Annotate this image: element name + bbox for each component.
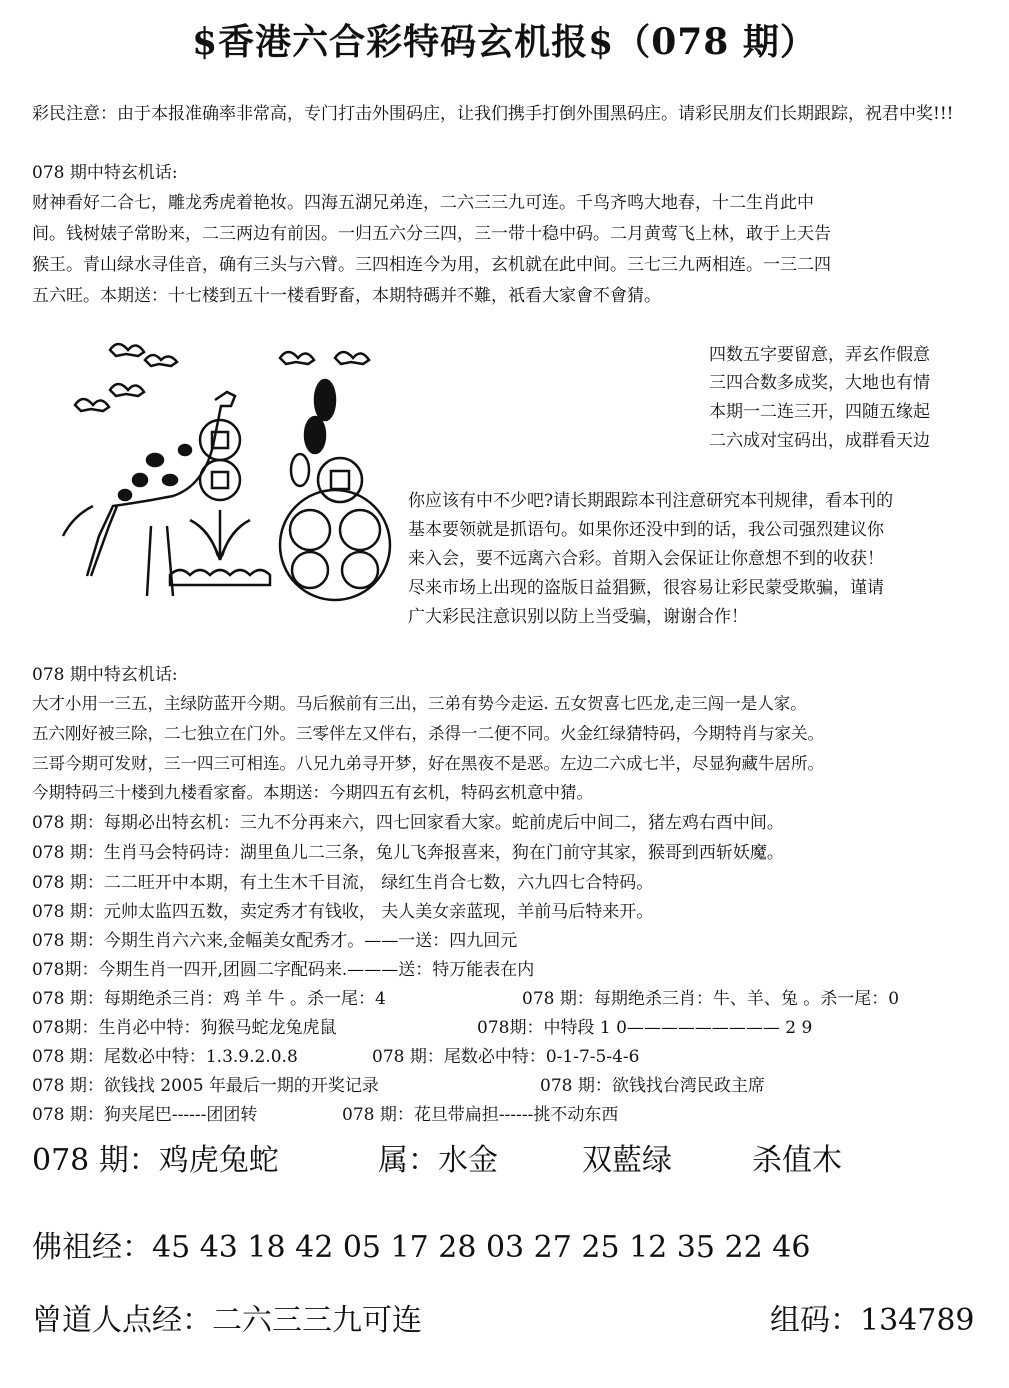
page-title: $香港六合彩特码玄机报$（078 期） (192, 21, 817, 63)
ad-line: 来入会，要不远离六合彩。首期入会保证让你意想不到的收获！ (408, 549, 884, 569)
pair-left: 078期：生肖必中特：狗猴马蛇龙兔虎鼠 (32, 1018, 337, 1038)
pair-right: 078 期：欲钱找台湾民政主席 (540, 1076, 765, 1096)
summary-color: 双藍绿 (582, 1143, 672, 1178)
poem-line: 本期一二连三开，四随五缘起 (709, 402, 930, 422)
pair-left: 078 期：每期绝杀三肖：鸡 羊 牛 。杀一尾：4 (32, 989, 386, 1009)
pair-right: 078 期：每期绝杀三肖：牛、羊、兔 。杀一尾：0 (522, 989, 900, 1009)
section1-line: 财神看好二合七，雕龙秀虎着艳妆。四海五湖兄弟连，二六三三九可连。千鸟齐鸣大地春，十二生肖此中 (32, 193, 814, 213)
pair-right: 078 期：花旦带扁担------挑不动东西 (342, 1105, 619, 1125)
ad-line: 广大彩民注意识别以防上当受骗，谢谢合作！ (408, 607, 748, 627)
bird-icon (145, 355, 177, 366)
pair-right: 078 期：尾数必中特：0-1-7-5-4-6 (372, 1047, 640, 1067)
zengdao-text: 曾道人点经：二六三三九可连 (32, 1303, 422, 1338)
poem-line: 二六成对宝码出，成群看天边 (709, 431, 930, 451)
item-line: 078 期：二二旺开中本期，有土生木千目流， 绿红生肖合七数，六九四七合特码。 (32, 873, 654, 893)
section2-line: 大才小用一三五，主绿防蓝开今期。马后猴前有三出，三弟有势今走运. 五女贺喜七匹龙,走三闯一是人家。 (32, 694, 807, 713)
poem-line: 四数五字要留意，弄玄作假意 (709, 345, 930, 365)
buddha-numbers: 佛祖经：45 43 18 42 05 17 28 03 27 25 12 35 22 46 (32, 1230, 811, 1265)
giraffe-coins-illustration (50, 330, 400, 620)
section1-line: 五六旺。本期送：十七楼到五十一楼看野畜，本期特碼并不難，祇看大家會不會猜。 (32, 286, 661, 306)
section1-line: 猴王。青山绿水寻佳音，确有三头与六臂。三四相连今为用，玄机就在此中间。三七三九两相连。一三二四 (32, 255, 831, 275)
section1-line: 间。钱树婊子常盼来，二三两边有前因。一归五六分三四，三一带十稳中码。二月黄莺飞上林，敢于上天告 (32, 224, 831, 244)
item-line: 078 期：元帅太监四五数，卖定秀才有钱收， 夫人美女亲蓝现，羊前马后特来开。 (32, 902, 654, 922)
summary-kill: 杀值木 (752, 1143, 842, 1178)
item-line: 078 期：生肖马会特码诗：湖里鱼儿二三条，兔儿飞奔报喜来，狗在门前守其家，猴哥到西斩妖魔。 (32, 843, 784, 863)
section2-line: 三哥今期可发财，三一四三可相连。八兄九弟寻开梦，好在黑夜不是恶。左边二六成七半，尽显狗藏牛居所。 (32, 754, 824, 773)
summary-element: 属：水金 (378, 1143, 498, 1178)
section2-line: 五六刚好被三除，二七独立在门外。三零伴左又伴右，杀得一二便不同。火金红绿猜特码，今期特肖与家关。 (32, 724, 824, 743)
section2-line: 今期特码三十楼到九楼看家畜。本期送：今期四五有玄机，特码玄机意中猜。 (32, 783, 593, 802)
bird-icon (110, 344, 144, 356)
pair-left: 078 期：欲钱找 2005 年最后一期的开奖记录 (32, 1076, 379, 1096)
pair-left: 078 期：狗夹尾巴------团团转 (32, 1105, 258, 1125)
bird-icon (75, 399, 109, 411)
bird-icon (280, 352, 314, 364)
group-code: 组码：134789 (770, 1303, 975, 1338)
pair-left: 078 期：尾数必中特：1.3.9.2.0.8 (32, 1047, 298, 1067)
item-line: 078期：今期生肖一四开,团圆二字配码来.———送：特万能表在内 (32, 960, 535, 980)
notice-text: 彩民注意：由于本报准确率非常高，专门打击外围码庄，让我们携手打倒外围黑码庄。请彩民朋友们长期跟踪，祝君中奖!!! (32, 104, 954, 124)
section2-heading: 078 期中特玄机话: (32, 665, 178, 685)
item-line: 078 期：今期生肖六六来,金幅美女配秀才。——一送：四九回元 (32, 931, 518, 951)
ad-line: 尽来市场上出现的盗版日益猖獗，很容易让彩民蒙受欺骗，谨请 (408, 578, 884, 598)
summary-period: 078 期：鸡虎兔蛇 (32, 1143, 279, 1178)
ad-line: 你应该有中不少吧?请长期跟踪本刊注意研究本刊规律，看本刊的 (408, 491, 894, 511)
pair-right: 078期：中特段 1 0————————— 2 9 (477, 1018, 813, 1038)
bird-icon (335, 352, 369, 364)
ad-line: 基本要领就是抓语句。如果你还没中到的话，我公司强烈建议你 (408, 520, 884, 540)
item-line: 078 期：每期必出特玄机：三九不分再来六，四七回家看大家。蛇前虎后中间二，猪左鸡右酉中间。 (32, 813, 784, 833)
poem-line: 三四合数多成奖，大地也有情 (709, 373, 930, 393)
bird-icon (110, 384, 144, 396)
section1-heading: 078 期中特玄机话: (32, 163, 178, 183)
